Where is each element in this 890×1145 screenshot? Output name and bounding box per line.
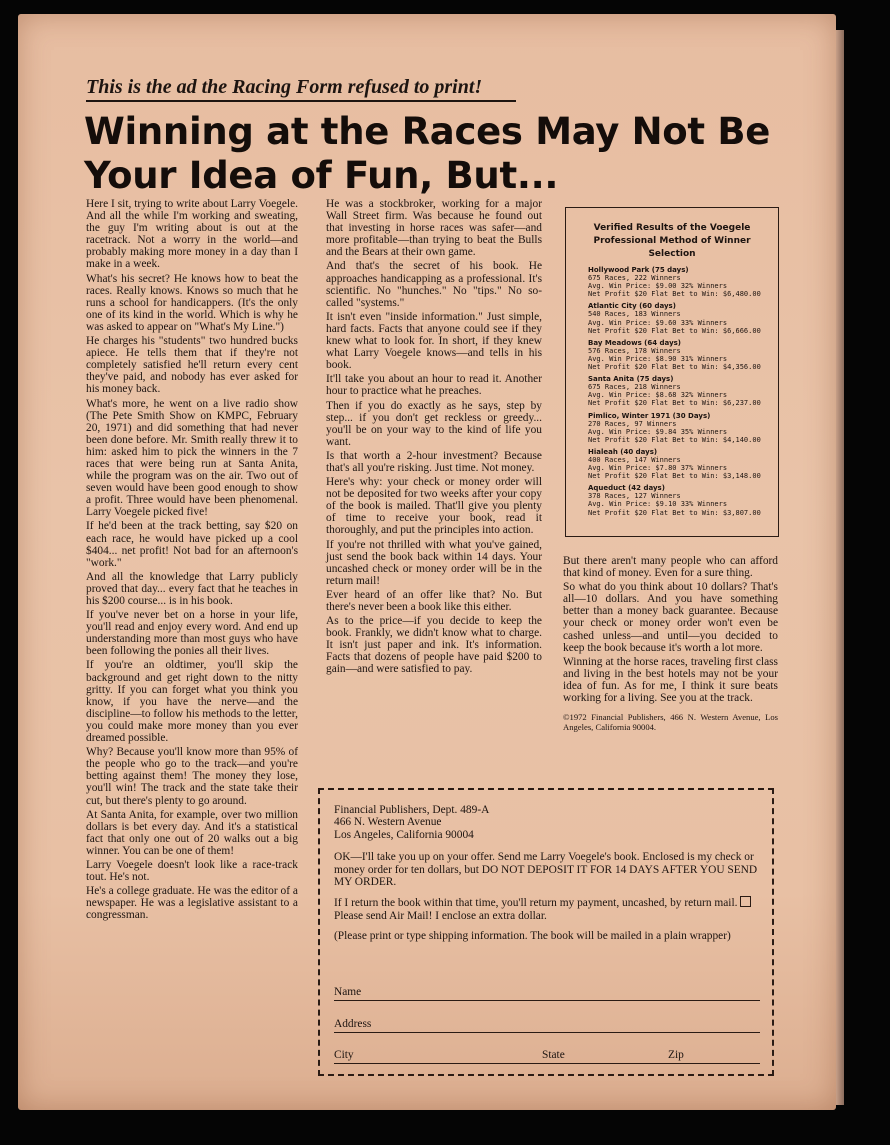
paragraph: Winning at the horse races, traveling first class and living in the best hotels may not be your idea of fun. As for me, I think it sure beats working for a living. See you at the track.: [563, 655, 778, 705]
body-column-1: [86, 198, 298, 923]
paragraph: If you're not thrilled with what you've gained, just send the book back within 14 days. Your uncashed check or money order will be in the return mail!: [326, 538, 542, 587]
track-avg: Avg. Win Price: $9.84 35% Winners: [588, 427, 728, 436]
results-list: [588, 266, 772, 517]
copyright-notice: ©1972 Financial Publishers, 466 N. Western Avenue, Los Angeles, California 90004.: [563, 712, 778, 733]
paragraph: But there aren't many people who can afford that kind of money. Even for a sure thing.: [563, 555, 778, 580]
track-name: Hollywood Park (75 days): [588, 266, 689, 274]
track-name: Pimlico, Winter 1971 (30 Days): [588, 411, 711, 420]
track-result: [588, 484, 772, 516]
paragraph: And that's the secret of his book. He approaches handicapping as a professional. It's scientific. No "hunches." No "tips." No so-called "systems.": [326, 260, 542, 309]
paragraph: Here's why: your check or money order will not be deposited for two weeks after your copy of the book is mailed. That'll give you plenty of time to receive your book, read it thoroughly, and put the principles into action.: [326, 476, 542, 537]
track-name: Aqueduct (42 days): [588, 484, 665, 493]
body-column-2: [326, 198, 542, 678]
order-text: OK—I'll take you up on your offer. Send me Larry Voegele's book. Enclosed is my check or money order for ten dollars, but DO NOT DEPOSIT IT FOR 14 DAYS AFTER YOU SEND MY ORDER.: [334, 851, 758, 889]
address-line: 466 N. Western Avenue: [334, 816, 442, 829]
paragraph: Why? Because you'll know more than 95% of the people who go to the track—and you're betting against them! The money they lose, you'll win! The track and the state take their cut, but there's plenty to go around.: [86, 746, 298, 807]
track-name: Atlantic City (60 days): [588, 302, 676, 311]
paragraph: At Santa Anita, for example, over two million dollars is bet every day. And it's a statistical fact that only one out of 20 walks out a big winner. You can be one of them!: [86, 808, 298, 857]
track-races: 400 Races, 147 Winners: [588, 455, 681, 464]
address-field[interactable]: [334, 1018, 760, 1033]
coupon-address: [334, 804, 760, 841]
body-column-3: [563, 555, 778, 734]
paragraph: It isn't even "inside information." Just simple, hard facts. Facts that anyone could see if they knew what to look for. In short, if they knew what Larry Voegele knows—and tells in his book.: [326, 310, 542, 372]
track-result: [588, 412, 772, 444]
track-races: 540 Races, 183 Winners: [588, 310, 681, 319]
track-profit: Net Profit $20 Flat Bet to Win: $4,356.00: [588, 363, 761, 372]
track-result: [588, 266, 772, 298]
track-profit: Net Profit $20 Flat Bet to Win: $4,140.00: [588, 435, 761, 444]
city-label: City: [334, 1049, 354, 1061]
track-result: [588, 375, 772, 407]
paragraph: What's his secret? He knows how to beat the races. Really knows. Knows so much that he runs a school for handicappers. (It's the only one of its kind in the world. Which is why he was asked to appear on "What's My Line."): [86, 272, 298, 333]
track-profit: Net Profit $20 Flat Bet to Win: $3,807.00: [588, 508, 761, 517]
return-text: [334, 896, 760, 922]
airmail-label: Please send Air Mail! I enclose an extra dollar.: [334, 909, 547, 922]
paragraph: If you're an oldtimer, you'll skip the background and get right down to the nitty gritty. If you can forget what you think you know, if you have the nerve—and the discipline—to follow his methods to the letter, you could make more money than you ever dreamed possible.: [86, 659, 298, 745]
address-line: Los Angeles, California 90004: [334, 828, 474, 841]
track-races: 270 Races, 97 Winners: [588, 419, 677, 428]
address-label: Address: [334, 1018, 372, 1030]
track-profit: Net Profit $20 Flat Bet to Win: $3,148.00: [588, 472, 761, 481]
paragraph: Larry Voegele doesn't look like a race-track tout. He's not.: [86, 858, 298, 884]
paragraph: And all the knowledge that Larry publicly proved that day... every fact that he teaches in his $200 course... is in his book.: [86, 570, 298, 607]
paragraph: He's a college graduate. He was the editor of a newspaper. He was a legislative assistant to a congressman.: [86, 885, 298, 922]
paragraph: He charges his "students" two hundred bucks apiece. He tells them that if they're not completely satisfied he'll return every cent they've paid, and nobody has ever asked for his money back.: [86, 335, 298, 396]
return-text-main: If I return the book within that time, you'll return my payment, uncashed, by return mail.: [334, 897, 738, 910]
track-avg: Avg. Win Price: $8.90 31% Winners: [588, 354, 728, 363]
headline: Winning at the Races May Not Be Your Idea of Fun, But...: [84, 110, 771, 197]
name-field[interactable]: [334, 986, 760, 1001]
paragraph: Here I sit, trying to write about Larry Voegele. And all the while I'm working and sweating, the guy I'm writing about is out at the racetrack. Not a worry in the world—and probably making more money in a day than I make in a week.: [86, 198, 298, 271]
paragraph: So what do you think about 10 dollars? That's all—10 dollars. And you have something better than a money back guarantee. Because your check or money order won't even be cashed unless—and until—you decided to keep the book because it's worth a lot more.: [563, 581, 778, 654]
name-label: Name: [334, 986, 362, 998]
paragraph: Is that worth a 2-hour investment? Because that's all you're risking. Just time. Not money.: [326, 449, 542, 474]
paragraph: He was a stockbroker, working for a major Wall Street firm. Was because he found out that investing in horse races was safer—and more profitable—than trying to beat the Bulls and the Bears at their own game.: [326, 198, 542, 259]
paragraph: What's more, he went on a live radio show (The Pete Smith Show on KMPC, February 20, 1971) and did something that had never been done before. Mr. Smith really threw it to him: asked him to pick the winners in the 7 races that were being run at Santa Anita, while the program was on the air. Two out of seven would have been good enough to show a profit. Three would have been phenomenal. Larry Voegele picked five!: [86, 397, 298, 519]
city-state-zip-field[interactable]: [334, 1049, 760, 1064]
airmail-checkbox[interactable]: [740, 896, 751, 907]
track-profit: Net Profit $20 Flat Bet to Win: $6,666.00: [588, 326, 761, 335]
track-races: 576 Races, 178 Winners: [588, 346, 681, 355]
paragraph: Then if you do exactly as he says, step by step... if you don't get reckless or greedy... you'll be on your way to the kind of life you want.: [326, 399, 542, 448]
address-line: Financial Publishers, Dept. 489-A: [334, 804, 490, 816]
results-title: Verified Results of the Voegele Professional Method of Winner Selection: [593, 223, 751, 259]
track-name: Bay Meadows (64 days): [588, 338, 681, 347]
tagline: This is the ad the Racing Form refused to print!: [86, 76, 516, 102]
track-avg: Avg. Win Price: $9.10 33% Winners: [588, 500, 728, 509]
track-avg: Avg. Win Price: $8.68 32% Winners: [588, 391, 728, 400]
track-avg: Avg. Win Price: $9.60 33% Winners: [588, 318, 728, 327]
track-result: [588, 448, 772, 480]
track-avg: Avg. Win Price: $7.80 37% Winners: [588, 464, 728, 473]
track-races: 675 Races, 218 Winners: [588, 383, 681, 392]
state-label: State: [542, 1049, 565, 1061]
track-result: [588, 302, 772, 334]
track-name: Santa Anita (75 days): [588, 375, 674, 384]
verified-results-box: [565, 207, 779, 537]
track-races: 378 Races, 127 Winners: [588, 492, 681, 501]
track-races: 675 Races, 222 Winners: [588, 274, 681, 283]
paragraph: If you've never bet on a horse in your life, you'll read and enjoy every word. And end up understanding more than most guys who have been following the ponies all their lives.: [86, 609, 298, 658]
page-edge: [836, 30, 844, 1105]
order-coupon[interactable]: [318, 788, 774, 1076]
paragraph: As to the price—if you decide to keep the book. Frankly, we didn't know what to charge. It isn't just paper and ink. It's information. Facts that dozens of people have paid $200 to gain—and were satisfied to pay.: [326, 615, 542, 676]
paragraph: It'll take you about an hour to read it. Another hour to practice what he preaches.: [326, 373, 542, 398]
paragraph: If he'd been at the track betting, say $20 on each race, he would have picked up a cool $404... net profit! Not bad for an afternoon's "work.": [86, 520, 298, 569]
zip-label: Zip: [668, 1049, 684, 1061]
track-profit: Net Profit $20 Flat Bet to Win: $6,237.00: [588, 399, 761, 408]
track-profit: Net Profit $20 Flat Bet to Win: $6,480.00: [588, 290, 761, 299]
print-instructions: (Please print or type shipping information. The book will be mailed in a plain wrapper): [334, 930, 731, 943]
track-name: Hialeah (40 days): [588, 447, 658, 456]
paragraph: Ever heard of an offer like that? No. But there's never been a book like this either.: [326, 588, 542, 613]
track-result: [588, 339, 772, 371]
track-avg: Avg. Win Price: $9.00 32% Winners: [588, 282, 728, 291]
